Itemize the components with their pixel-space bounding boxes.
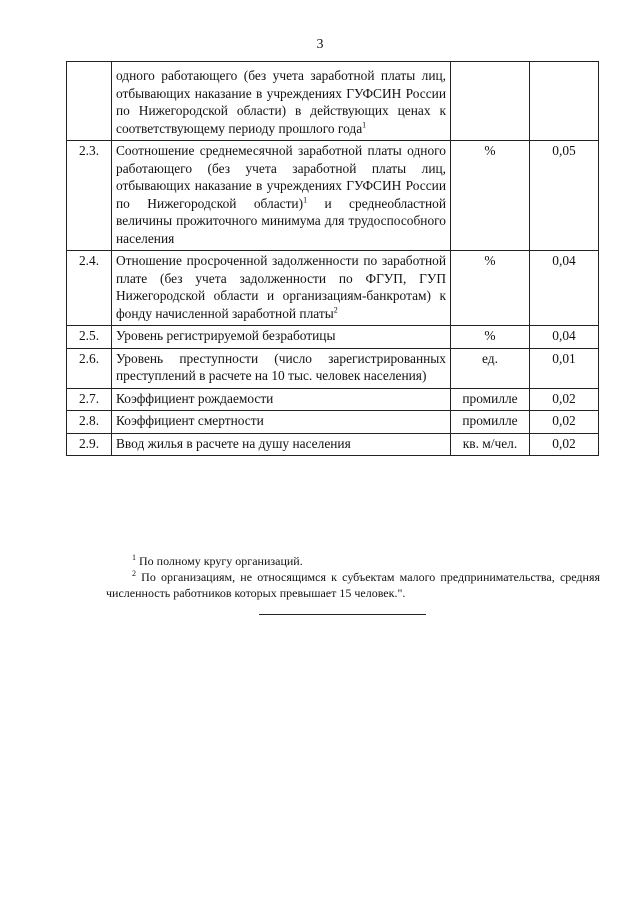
table-row <box>67 62 599 141</box>
footnote-ref: 1 <box>303 195 308 205</box>
footnote-2 <box>106 569 600 601</box>
indicator-text: Отношение просроченной задолженности по заработной плате (без учета задолженности по ФГУП, ГУП Нижегородской области и организациям-банкротам) к фонду начисленной заработной платы <box>116 253 446 321</box>
indicators-table <box>66 61 599 456</box>
unit-cell: % <box>451 326 530 349</box>
unit-cell: ед. <box>451 348 530 388</box>
value-cell: 0,01 <box>530 348 599 388</box>
indicator-text: Уровень регистрируемой безработицы <box>116 328 336 343</box>
indicator-name <box>112 62 451 141</box>
footnote-1 <box>106 553 600 569</box>
table-row <box>67 141 599 251</box>
footnote-1-mark: 1 <box>132 553 136 562</box>
page-number: 3 <box>316 37 324 52</box>
indicator-name <box>112 411 451 434</box>
unit-cell <box>451 62 530 141</box>
row-number <box>67 62 112 141</box>
unit-cell: промилле <box>451 388 530 411</box>
row-number: 2.5. <box>67 326 112 349</box>
indicator-name <box>112 388 451 411</box>
footnote-2-text: По организациям, не относящимся к субъектам малого предпринимательства, средняя численность работников которых превышает 15 человек.". <box>106 570 600 600</box>
table-row <box>67 251 599 326</box>
indicator-name <box>112 141 451 251</box>
indicator-name <box>112 326 451 349</box>
value-cell <box>530 62 599 141</box>
footnote-ref: 2 <box>333 305 338 315</box>
footnotes <box>106 553 600 601</box>
indicator-text: Соотношение среднемесячной заработной платы одного работающего (без учета заработной платы лиц, отбывающих наказание в учреждениях ГУФСИН России по Нижегородской области) <box>116 143 446 211</box>
row-number: 2.7. <box>67 388 112 411</box>
indicator-name <box>112 348 451 388</box>
value-cell: 0,05 <box>530 141 599 251</box>
footnote-2-mark: 2 <box>132 569 136 578</box>
indicator-name <box>112 433 451 456</box>
indicator-text-continued: и среднеобластной величины прожиточного минимума для трудоспособного населения <box>116 195 446 246</box>
unit-cell: % <box>451 251 530 326</box>
footnote-ref: 1 <box>362 120 367 130</box>
indicator-text: Коэффициент смертности <box>116 413 264 428</box>
indicator-text: Коэффициент рождаемости <box>116 390 274 406</box>
indicator-text: Уровень преступности (число зарегистрированных преступлений в расчете на 10 тыс. человек населения) <box>116 350 446 383</box>
row-number: 2.8. <box>67 411 112 434</box>
unit-cell: промилле <box>451 411 530 434</box>
row-number: 2.4. <box>67 251 112 326</box>
value-cell: 0,04 <box>530 326 599 349</box>
table-row <box>67 326 599 349</box>
indicator-text: Ввод жилья в расчете на душу населения <box>116 435 351 451</box>
value-cell: 0,02 <box>530 411 599 434</box>
table-row <box>67 411 599 434</box>
table-row <box>67 433 599 456</box>
unit-cell: кв. м/чел. <box>451 433 530 456</box>
indicator-text: одного работающего (без учета заработной платы лиц, отбывающих наказание в учреждениях ГУФСИН России по Нижегородской области) в действующих ценах к соответствующему периоду прошлого года <box>116 68 446 136</box>
row-number: 2.3. <box>67 141 112 251</box>
table-row <box>67 388 599 411</box>
closing-rule <box>259 614 426 615</box>
value-cell: 0,02 <box>530 433 599 456</box>
table-row <box>67 348 599 388</box>
row-number: 2.6. <box>67 348 112 388</box>
footnote-1-text: По полному кругу организаций. <box>136 554 303 568</box>
value-cell: 0,02 <box>530 388 599 411</box>
row-number: 2.9. <box>67 433 112 456</box>
unit-cell: % <box>451 141 530 251</box>
value-cell: 0,04 <box>530 251 599 326</box>
indicator-name <box>112 251 451 326</box>
